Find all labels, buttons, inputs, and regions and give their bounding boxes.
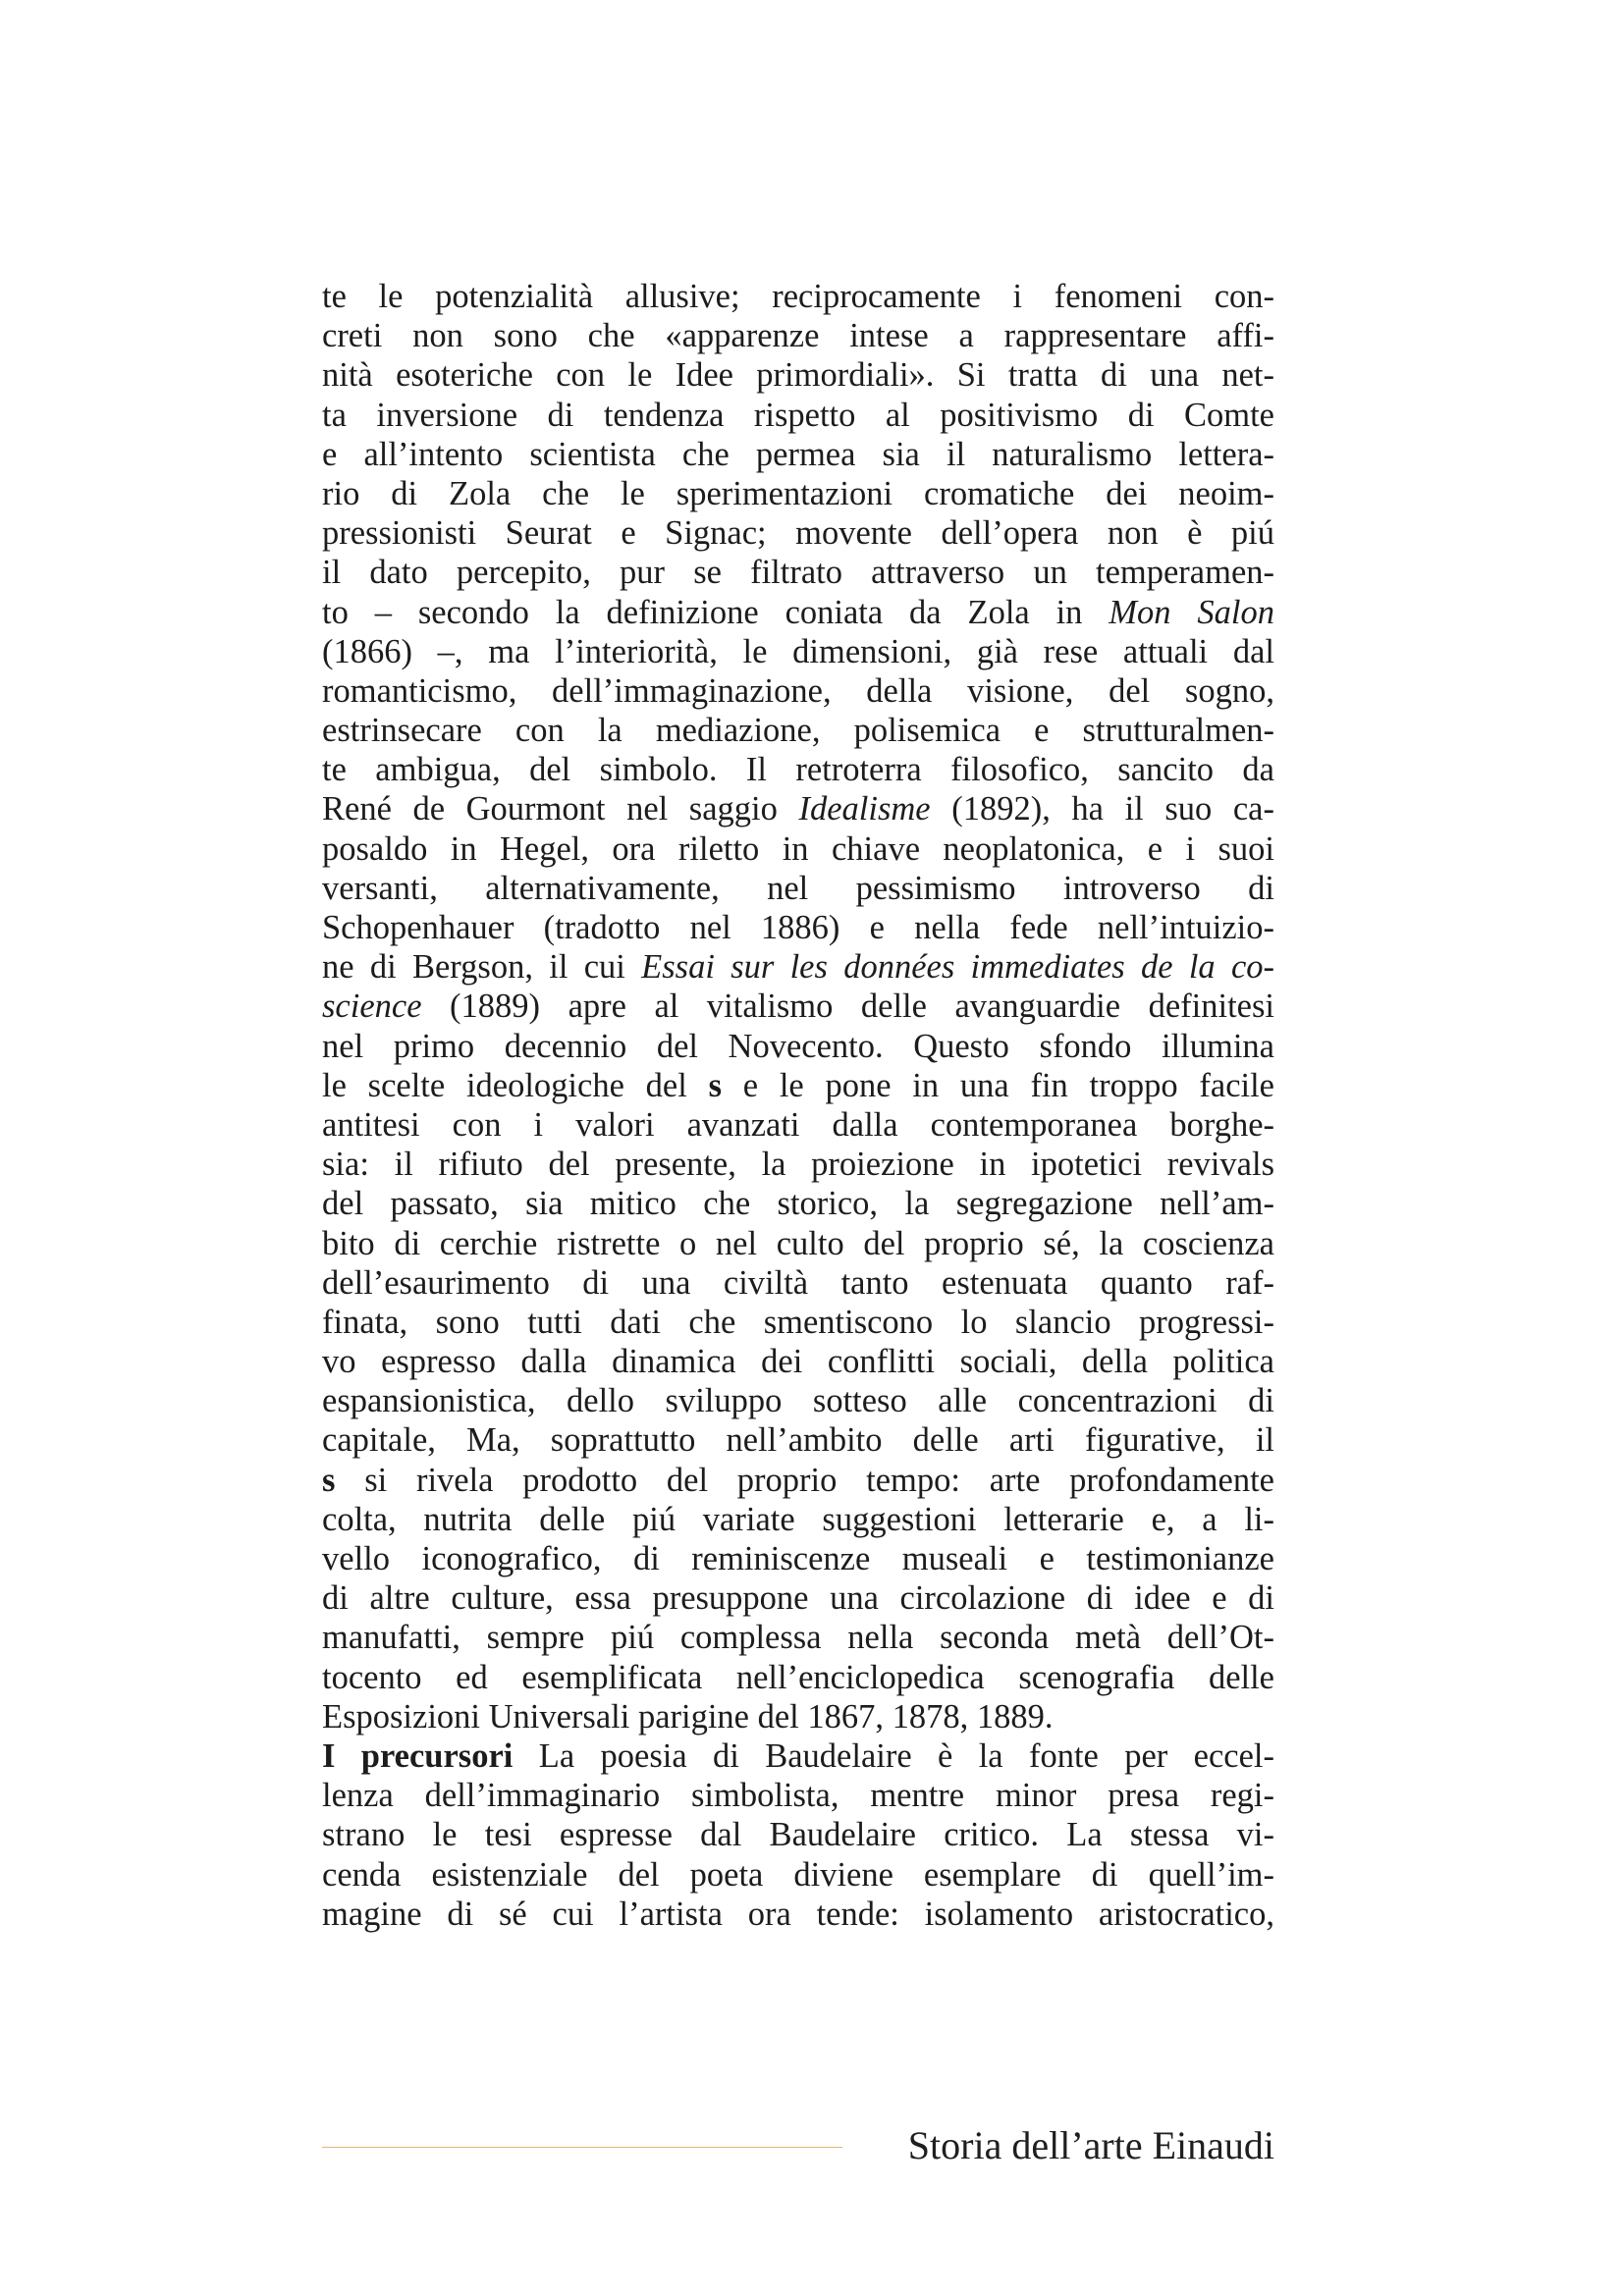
text-line: [322, 1500, 1274, 1539]
text-run: Esposizioni Universali parigine del 1867, 1878, 1889.: [322, 1697, 1054, 1735]
text-run: René de Gourmont nel saggio: [322, 790, 799, 828]
text-line: [322, 396, 1274, 435]
text-line: [322, 829, 1274, 869]
section-heading: I precursori: [322, 1736, 514, 1775]
text-run: capitale, Ma, soprattutto nell’ambito delle arti figurative, il: [322, 1421, 1274, 1460]
text-line: [322, 789, 1274, 828]
text-line: [322, 1539, 1274, 1578]
text-line: [322, 513, 1274, 553]
text-run: cenda esistenziale del poeta diviene esemplare di quell’im-: [322, 1855, 1274, 1894]
text-run: finata, sono tutti dati che smentiscono lo slancio progressi-: [322, 1303, 1274, 1341]
text-line: [322, 1895, 1274, 1934]
text-run: espansionistica, dello sviluppo sotteso alle concentrazioni di: [322, 1382, 1274, 1420]
text-run: nel primo decennio del Novecento. Questo sfondo illumina: [322, 1027, 1274, 1065]
italic-title: Mon Salon: [1109, 593, 1274, 631]
text-run: sia: il rifiuto del presente, la proiezione in ipotetici revivals: [322, 1146, 1274, 1184]
text-line: [322, 1066, 1274, 1105]
body-text: [322, 277, 1274, 1934]
text-run: colta, nutrita delle piú variate suggestioni letterarie e, a li-: [322, 1500, 1274, 1538]
text-run: antitesi con i valori avanzati dalla contemporanea borghe-: [322, 1105, 1274, 1144]
text-line: [322, 671, 1274, 711]
text-line: [322, 1618, 1274, 1657]
text-run: La poesia di Baudelaire è la fonte per eccel-: [513, 1736, 1274, 1775]
text-run: lenza dell’immaginario simbolista, mentre minor presa regi-: [322, 1777, 1274, 1815]
text-line: [322, 1184, 1274, 1223]
text-line: [322, 435, 1274, 474]
text-run: creti non sono che «apparenze intese a rappresentare affi-: [322, 317, 1274, 355]
text-line: [322, 1105, 1274, 1145]
text-run: versanti, alternativamente, nel pessimismo introverso di: [322, 869, 1274, 907]
italic-title: Idealisme: [798, 790, 931, 828]
text-line: [322, 750, 1274, 789]
text-run: nità esoteriche con le Idee primordiali». Si tratta di una net-: [322, 356, 1274, 395]
text-run: to – secondo la definizione coniata da Zola in: [322, 593, 1109, 631]
text-line: [322, 1420, 1274, 1460]
text-run: e all’intento scientista che permea sia il naturalismo lettera-: [322, 435, 1274, 473]
text-run: posaldo in Hegel, ora riletto in chiave neoplatonica, e i suoi: [322, 829, 1274, 868]
text-run: manufatti, sempre piú complessa nella seconda metà dell’Ot-: [322, 1619, 1274, 1657]
footer-title: Storia dell’arte Einaudi: [907, 2123, 1274, 2167]
text-run: romanticismo, dell’immaginazione, della visione, del sogno,: [322, 671, 1274, 710]
text-line: [322, 1145, 1274, 1184]
text-run: il dato percepito, pur se filtrato attraverso un temperamen-: [322, 554, 1274, 592]
text-run: ta inversione di tendenza rispetto al positivismo di Comte: [322, 396, 1274, 434]
text-run: dell’esaurimento di una civiltà tanto estenuata quanto raf-: [322, 1263, 1274, 1302]
text-run: le scelte ideologiche del: [322, 1066, 709, 1104]
footer-rule: [322, 2147, 842, 2148]
text-line: [322, 1224, 1274, 1263]
text-line: [322, 1855, 1274, 1895]
italic-title: Essai sur les données immediates de la co-: [641, 948, 1274, 987]
text-run: rio di Zola che le sperimentazioni cromatiche dei neoim-: [322, 474, 1274, 512]
text-run: si rivela prodotto del proprio tempo: arte profondamente: [335, 1461, 1274, 1499]
text-line: [322, 1815, 1274, 1854]
text-line: [322, 1697, 1274, 1736]
text-run: strano le tesi espresse dal Baudelaire critico. La stessa vi-: [322, 1816, 1274, 1854]
text-line: [322, 1263, 1274, 1303]
text-run: Schopenhauer (tradotto nel 1886) e nella fede nell’intuizio-: [322, 909, 1274, 946]
text-line: [322, 1578, 1274, 1618]
text-run: vo espresso dalla dinamica dei conflitti sociali, della politica: [322, 1343, 1274, 1381]
text-line: [322, 1776, 1274, 1815]
text-run: te ambigua, del simbolo. Il retroterra filosofico, sancito da: [322, 751, 1274, 789]
text-line: [322, 277, 1274, 316]
text-run: te le potenzialità allusive; reciprocamente i fenomeni con-: [322, 278, 1274, 315]
text-run: vello iconografico, di reminiscenze museali e testimonianze: [322, 1540, 1274, 1577]
text-run: ne di Bergson, il cui: [322, 948, 642, 987]
text-line: [322, 593, 1274, 632]
italic-title: science: [322, 988, 422, 1026]
text-line: [322, 1736, 1274, 1776]
text-line: [322, 1303, 1274, 1342]
text-line: [322, 316, 1274, 355]
text-run: bito di cerchie ristrette o nel culto del proprio sé, la coscienza: [322, 1224, 1274, 1262]
symbolism-abbrev: s: [708, 1066, 722, 1104]
text-line: [322, 987, 1274, 1026]
text-line: [322, 947, 1274, 987]
text-line: [322, 553, 1274, 592]
text-line: [322, 908, 1274, 947]
text-line: [322, 1342, 1274, 1381]
text-line: [322, 1658, 1274, 1697]
text-run: e le pone in una fin troppo facile: [722, 1066, 1274, 1104]
text-line: [322, 1381, 1274, 1420]
text-run: tocento ed esemplificata nell’enciclopedica scenografia delle: [322, 1658, 1274, 1696]
text-line: [322, 711, 1274, 750]
text-line: [322, 869, 1274, 908]
text-run: di altre culture, essa presuppone una circolazione di idee e di: [322, 1579, 1274, 1618]
text-line: [322, 1027, 1274, 1066]
text-run: del passato, sia mitico che storico, la segregazione nell’am-: [322, 1185, 1274, 1223]
text-line: [322, 1461, 1274, 1500]
text-line: [322, 474, 1274, 513]
text-run: (1889) apre al vitalismo delle avanguardie definitesi: [421, 988, 1274, 1026]
text-line: [322, 632, 1274, 671]
symbolism-abbrev: s: [322, 1461, 336, 1499]
text-run: pressionisti Seurat e Signac; movente dell’opera non è piú: [322, 514, 1274, 553]
text-line: [322, 355, 1274, 395]
text-run: estrinsecare con la mediazione, polisemica e strutturalmen-: [322, 712, 1274, 750]
text-run: magine di sé cui l’artista ora tende: isolamento aristocratico,: [322, 1895, 1274, 1933]
text-run: (1892), ha il suo ca-: [930, 790, 1274, 828]
text-run: (1866) –, ma l’interiorità, le dimensioni, già rese attuali dal: [322, 632, 1274, 670]
